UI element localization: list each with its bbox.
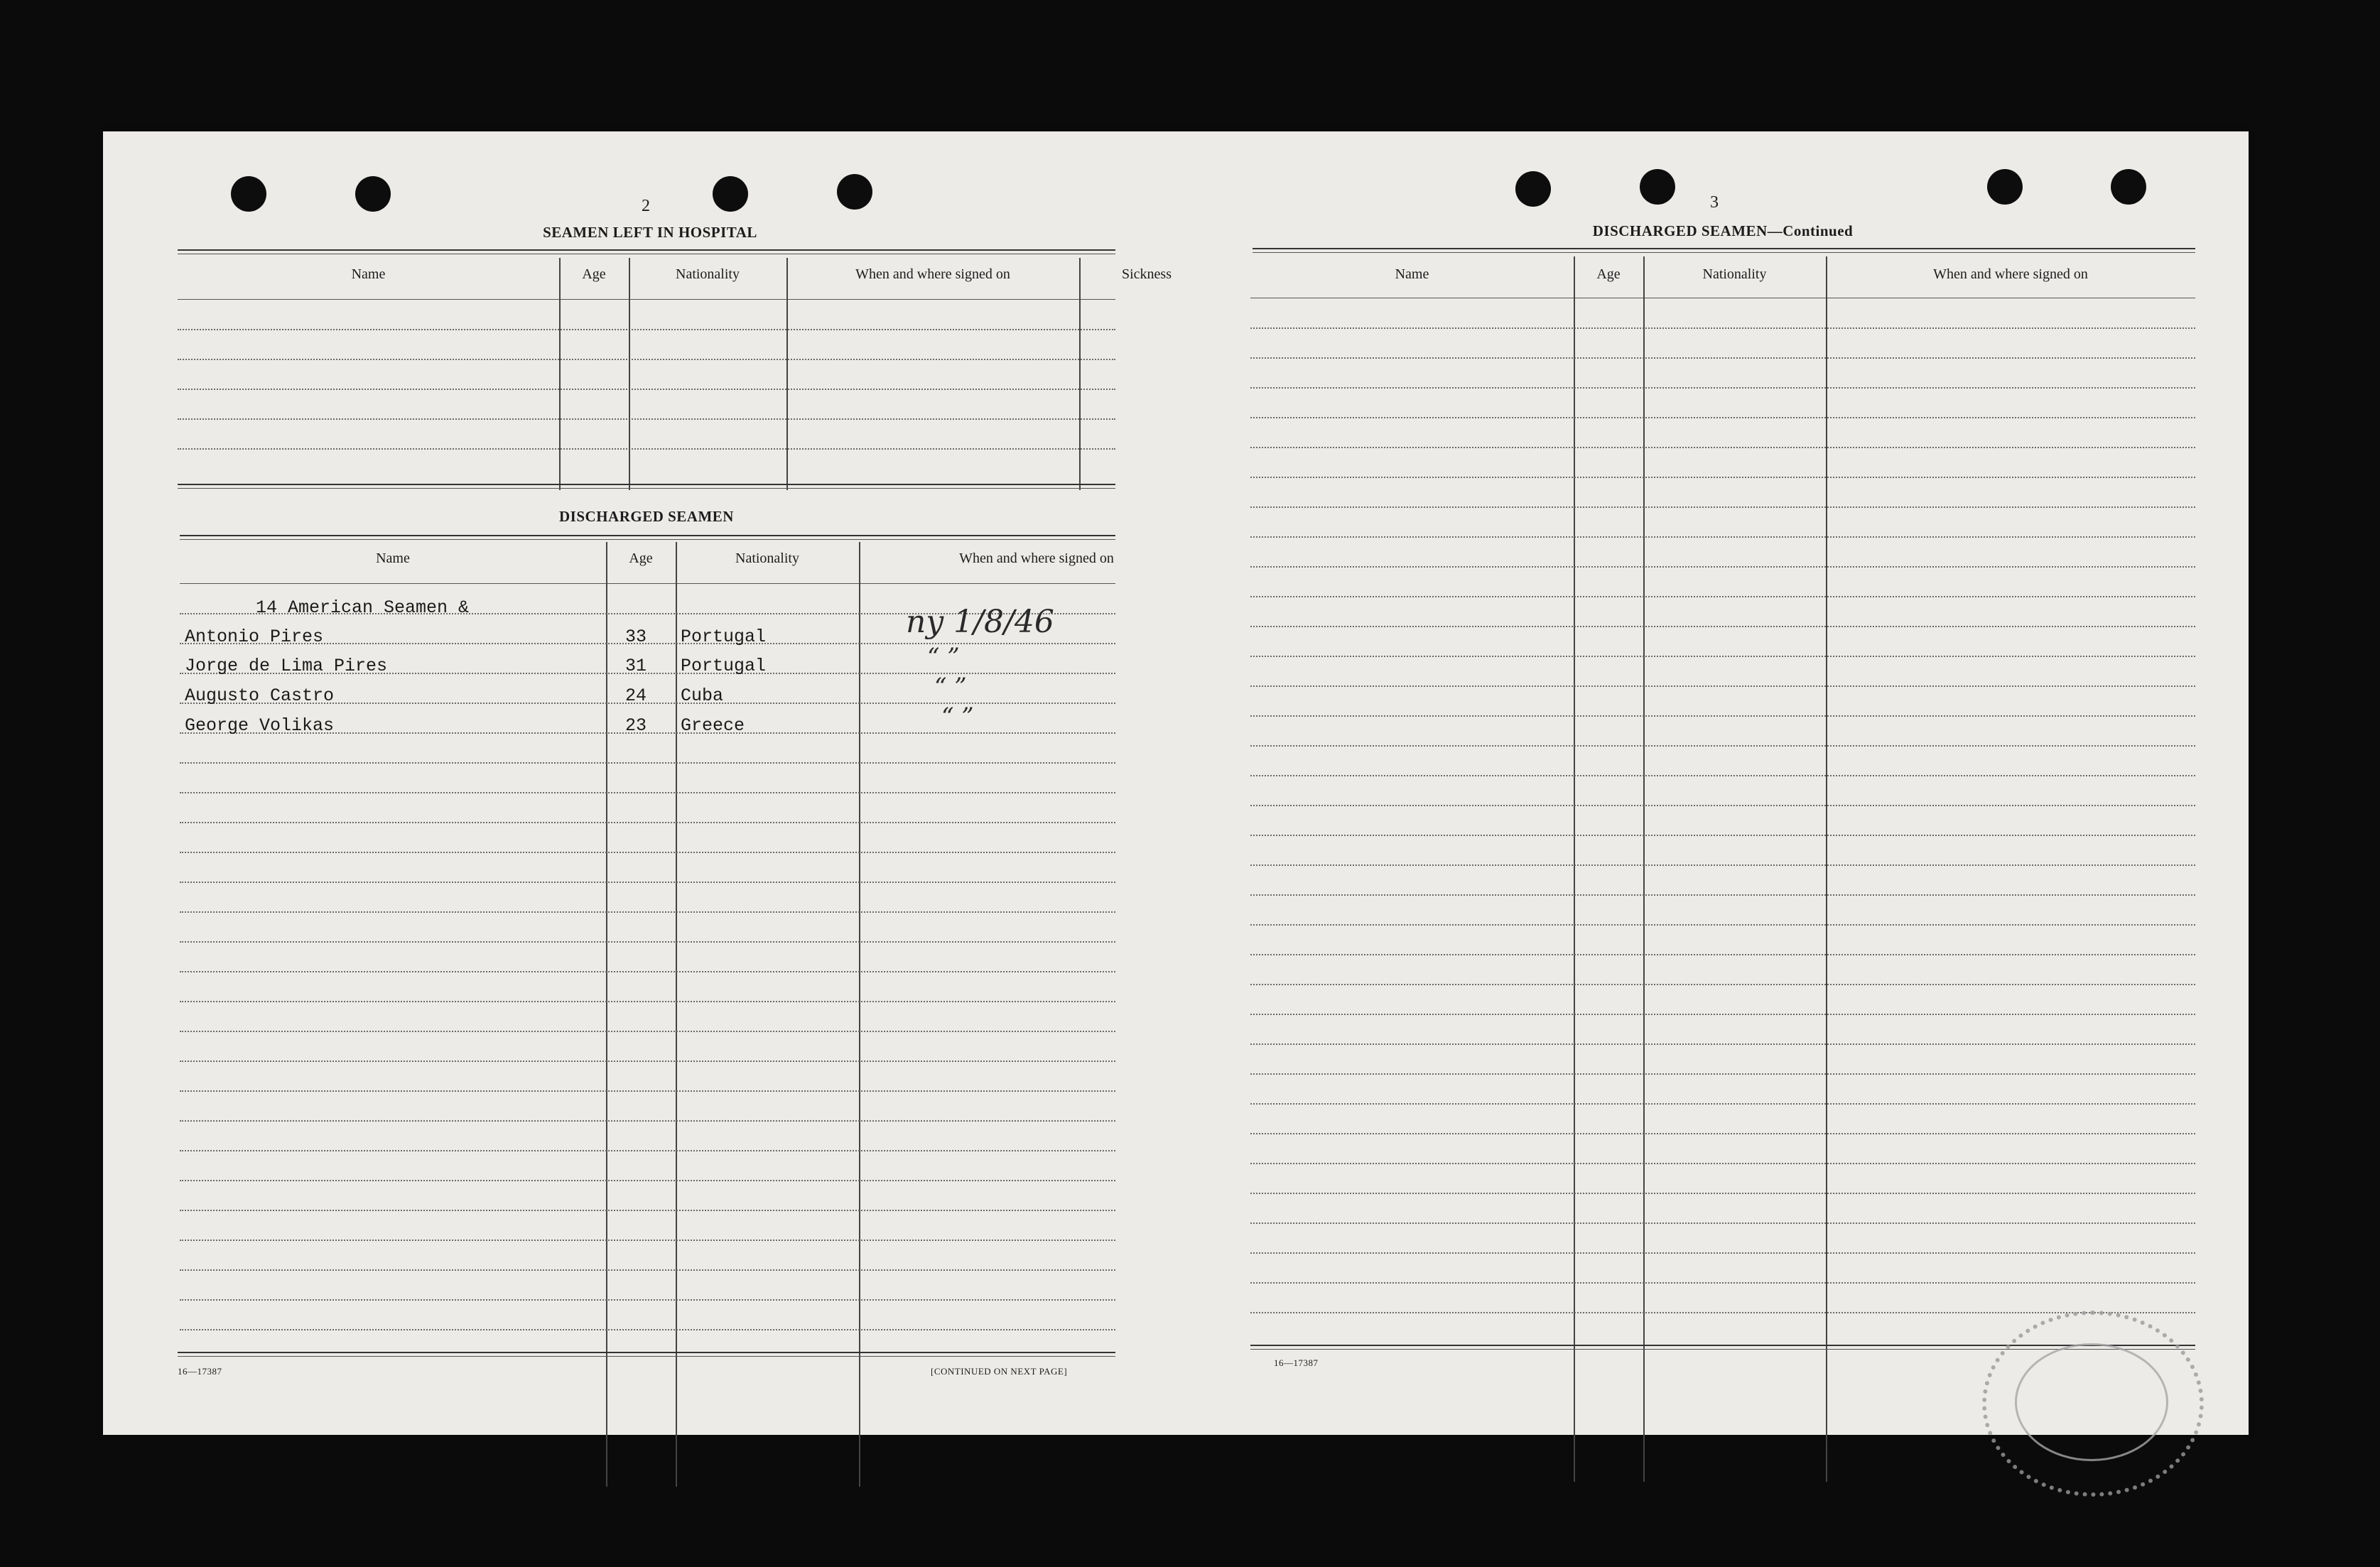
ruled-line xyxy=(1250,477,2195,478)
ruled-line xyxy=(180,792,1115,793)
hospital-col-nationality: Nationality xyxy=(676,266,740,282)
table-row-signed-on: ny 1/8/46 xyxy=(906,604,1054,640)
table-row-nationality: Portugal xyxy=(681,627,767,647)
discharged-section-heading: DISCHARGED SEAMEN xyxy=(559,508,734,525)
ruled-line xyxy=(1250,1252,2195,1254)
left-page-number: 2 xyxy=(642,197,650,215)
hospital-col-signed-on: When and where signed on xyxy=(855,266,1010,282)
punch-hole xyxy=(355,176,391,212)
table-row-name: Antonio Pires xyxy=(185,627,324,647)
ruled-line xyxy=(1250,387,2195,389)
punch-hole xyxy=(713,176,748,212)
ruled-line xyxy=(180,882,1115,883)
hospital-col-name: Name xyxy=(351,266,386,282)
ruled-line xyxy=(180,1001,1115,1002)
ruled-line xyxy=(1250,1163,2195,1164)
hospital-top-rule xyxy=(178,249,1115,251)
table-row-signed-on: “ ” xyxy=(927,643,960,671)
ruled-line xyxy=(180,1031,1115,1032)
ruled-line xyxy=(1250,1222,2195,1224)
ruled-line xyxy=(1250,656,2195,657)
ruled-line xyxy=(180,1150,1115,1151)
ruled-line xyxy=(1250,954,2195,955)
ruled-line xyxy=(1250,1282,2195,1284)
right-col-nationality: Nationality xyxy=(1702,266,1767,282)
ruled-line xyxy=(180,1120,1115,1122)
ruled-line xyxy=(1250,1193,2195,1194)
discharged-col-nationality: Nationality xyxy=(735,551,799,566)
ruled-line xyxy=(180,852,1115,853)
ruled-line xyxy=(180,1210,1115,1211)
ruled-line xyxy=(1250,417,2195,418)
ruled-line xyxy=(1250,1133,2195,1134)
table-row-age: 23 xyxy=(625,715,647,736)
ruled-line xyxy=(180,971,1115,972)
right-col-age: Age xyxy=(1596,266,1621,282)
discharged-col-name: Name xyxy=(376,551,410,566)
table-row-nationality: Cuba xyxy=(681,685,724,706)
ruled-line xyxy=(180,911,1115,913)
ruled-line xyxy=(180,762,1115,764)
table-row-signed-on: “ ” xyxy=(934,673,967,701)
punch-hole xyxy=(2111,169,2146,205)
table-row-name: Jorge de Lima Pires xyxy=(185,656,388,676)
ruled-line xyxy=(180,1329,1115,1330)
ruled-line xyxy=(1250,715,2195,717)
hospital-bottom-rule xyxy=(178,484,1115,485)
right-col-name: Name xyxy=(1395,266,1429,282)
continued-note: [CONTINUED ON NEXT PAGE] xyxy=(931,1366,1068,1377)
ruled-line xyxy=(180,1061,1115,1062)
ruled-line xyxy=(1250,327,2195,329)
ruled-line xyxy=(1250,805,2195,806)
discharged-col-signed-on: When and where signed on xyxy=(959,551,1114,566)
punch-hole xyxy=(1987,169,2023,205)
ruled-line xyxy=(1250,1312,2195,1313)
ruled-line xyxy=(1250,1043,2195,1045)
ruled-line xyxy=(1250,596,2195,597)
ruled-line xyxy=(1250,626,2195,627)
ruled-line xyxy=(1250,685,2195,687)
ruled-line xyxy=(1250,1103,2195,1105)
ruled-line xyxy=(1250,506,2195,508)
ruled-line xyxy=(1250,775,2195,776)
discharged-note: 14 American Seamen & xyxy=(256,597,470,618)
ruled-line xyxy=(1250,1014,2195,1015)
ruled-line xyxy=(1250,924,2195,926)
ruled-line xyxy=(180,1269,1115,1271)
table-row-age: 24 xyxy=(625,685,647,706)
discharged-col-age: Age xyxy=(629,551,653,566)
table-row-name: Augusto Castro xyxy=(185,685,335,706)
table-row-age: 33 xyxy=(625,627,647,647)
ruled-line xyxy=(180,1299,1115,1301)
table-row-signed-on: “ ” xyxy=(941,703,974,731)
discharged-top-rule xyxy=(180,535,1115,536)
left-form-number: 16—17387 xyxy=(178,1366,222,1377)
right-form-number: 16—17387 xyxy=(1274,1357,1319,1368)
hospital-col-age: Age xyxy=(582,266,606,282)
ruled-line xyxy=(180,1090,1115,1092)
ruled-line xyxy=(180,1180,1115,1181)
punch-hole xyxy=(1515,171,1551,207)
table-row-nationality: Portugal xyxy=(681,656,767,676)
ruled-line xyxy=(180,822,1115,823)
ruled-line xyxy=(180,1240,1115,1241)
punch-hole xyxy=(231,176,266,212)
punch-hole xyxy=(837,174,872,210)
hospital-section-heading: SEAMEN LEFT IN HOSPITAL xyxy=(543,224,757,241)
ruled-line xyxy=(1250,447,2195,448)
hospital-col-sickness: Sickness xyxy=(1122,266,1172,282)
discharged-bottom-rule xyxy=(178,1352,1115,1353)
punch-hole xyxy=(1640,169,1675,205)
table-row-nationality: Greece xyxy=(681,715,745,736)
right-discharged-heading: DISCHARGED SEAMEN—Continued xyxy=(1592,222,1854,239)
ruled-line xyxy=(1250,566,2195,568)
ruled-line xyxy=(1250,984,2195,985)
table-row-age: 31 xyxy=(625,656,647,676)
ruled-line xyxy=(1250,894,2195,896)
ruled-line xyxy=(180,941,1115,943)
ruled-line xyxy=(1250,1073,2195,1075)
document-sheet xyxy=(103,131,2249,1435)
right-col-signed-on: When and where signed on xyxy=(1933,266,2088,282)
right-page-number: 3 xyxy=(1710,193,1719,212)
table-row-name: George Volikas xyxy=(185,715,335,736)
faded-stamp xyxy=(1982,1311,2204,1497)
ruled-line xyxy=(1250,864,2195,866)
ruled-line xyxy=(1250,536,2195,538)
ruled-line xyxy=(1250,835,2195,836)
ruled-line xyxy=(1250,357,2195,359)
ruled-line xyxy=(1250,745,2195,747)
